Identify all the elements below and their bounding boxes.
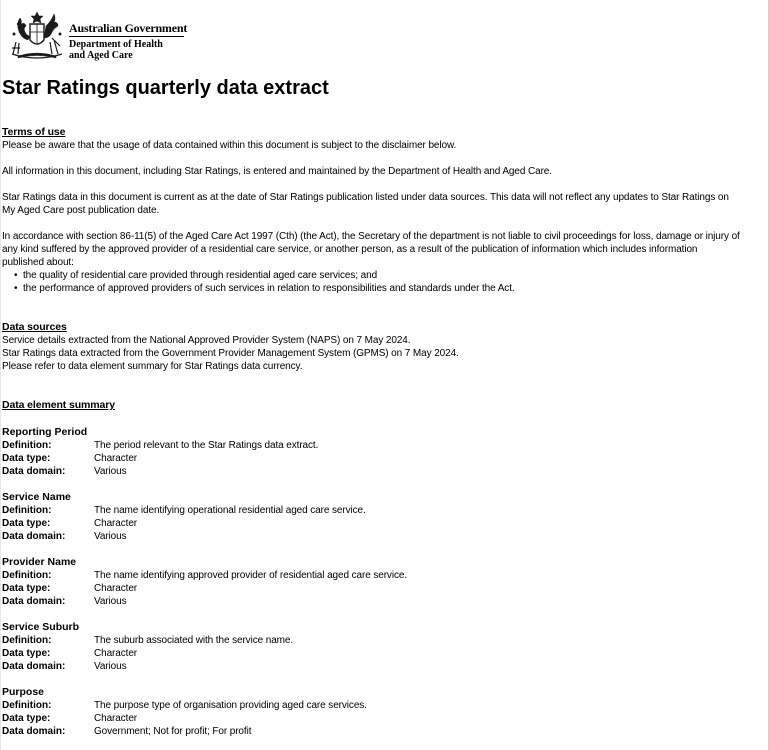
data-domain-value: Various (94, 466, 127, 477)
data-domain-label: Data domain: (2, 661, 66, 672)
terms-paragraph-1: Please be aware that the usage of data contained within this document is subject to the disclaimer below. (2, 140, 457, 151)
summary-heading: Data element summary (2, 399, 115, 411)
org-name: Australian Government (69, 21, 188, 35)
data-type-value: Character (94, 648, 138, 659)
sources-line-3: Please refer to data element summary for Star Ratings data currency. (2, 361, 303, 372)
data-domain-value: Government; Not for profit; For profit (94, 726, 252, 737)
department-line-2: and Aged Care (69, 50, 133, 61)
department-line-1: Department of Health (69, 39, 163, 50)
terms-paragraph-2: All information in this document, including Star Ratings, is entered and maintained by the Department of Health and Aged Care. (2, 166, 552, 177)
definition-label: Definition: (2, 440, 52, 451)
definition-label: Definition: (2, 505, 52, 516)
data-domain-value: Various (94, 531, 127, 542)
definition-value: The period relevant to the Star Ratings data extract. (94, 440, 319, 451)
data-type-value: Character (94, 583, 138, 594)
definition-value: The purpose type of organisation providing aged care services. (94, 700, 367, 711)
definition-value: The name identifying approved provider of residential aged care service. (94, 570, 407, 581)
sources-heading: Data sources (2, 321, 67, 333)
coat-of-arms-icon (8, 10, 66, 62)
terms-paragraph-4-line-3: published about: (2, 257, 74, 268)
bullet-item-1: the quality of residential care provided through residential aged care services; and (23, 270, 378, 281)
field-name: Purpose (2, 686, 45, 698)
left-border (0, 0, 1, 750)
terms-paragraph-4-line-1: In accordance with section 86-11(5) of the Aged Care Act 1997 (Cth) (the Act), the Secretary of the department is not liable to civil proceedings for loss, damage or injury of (2, 231, 740, 242)
logo-divider (69, 36, 184, 37)
page-title: Star Ratings quarterly data extract (2, 77, 329, 99)
bullet-item-2: the performance of approved providers of such services in relation to responsibilities and standards under the Act. (23, 283, 515, 294)
field-name: Service Suburb (2, 621, 80, 633)
data-type-label: Data type: (2, 713, 51, 724)
data-type-value: Character (94, 453, 138, 464)
field-name: Reporting Period (2, 426, 88, 438)
data-domain-label: Data domain: (2, 531, 66, 542)
data-type-value: Character (94, 518, 138, 529)
department-name (69, 39, 163, 61)
terms-paragraph-4-line-2: any kind suffered by the approved provider of a residential care service, or another person, as a result of the publication of information which includes information (2, 244, 698, 255)
definition-value: The suburb associated with the service name. (94, 635, 294, 646)
terms-paragraph-3-line-1: Star Ratings data in this document is current as at the date of Star Ratings publication listed under data sources. This data will not reflect any updates to Star Ratings on (2, 192, 729, 203)
government-logo (8, 10, 188, 64)
data-type-label: Data type: (2, 583, 51, 594)
data-domain-value: Various (94, 661, 127, 672)
definition-value: The name identifying operational residential aged care service. (94, 505, 366, 516)
definition-label: Definition: (2, 635, 52, 646)
sources-line-1: Service details extracted from the National Approved Provider System (NAPS) on 7 May 2024. (2, 335, 411, 346)
data-domain-label: Data domain: (2, 466, 66, 477)
data-type-label: Data type: (2, 518, 51, 529)
data-type-value: Character (94, 713, 138, 724)
sources-line-2: Star Ratings data extracted from the Government Provider Management System (GPMS) on 7 May 2024. (2, 348, 459, 359)
field-name: Provider Name (2, 556, 77, 568)
bullet-marker: • (14, 270, 18, 281)
data-type-label: Data type: (2, 648, 51, 659)
terms-heading: Terms of use (2, 126, 66, 138)
bullet-marker: • (14, 283, 18, 294)
terms-paragraph-3-line-2: My Aged Care post publication date. (2, 205, 160, 216)
data-domain-label: Data domain: (2, 726, 66, 737)
definition-label: Definition: (2, 700, 52, 711)
data-type-label: Data type: (2, 453, 51, 464)
field-name: Service Name (2, 491, 71, 503)
definition-label: Definition: (2, 570, 52, 581)
data-domain-value: Various (94, 596, 127, 607)
data-domain-label: Data domain: (2, 596, 66, 607)
